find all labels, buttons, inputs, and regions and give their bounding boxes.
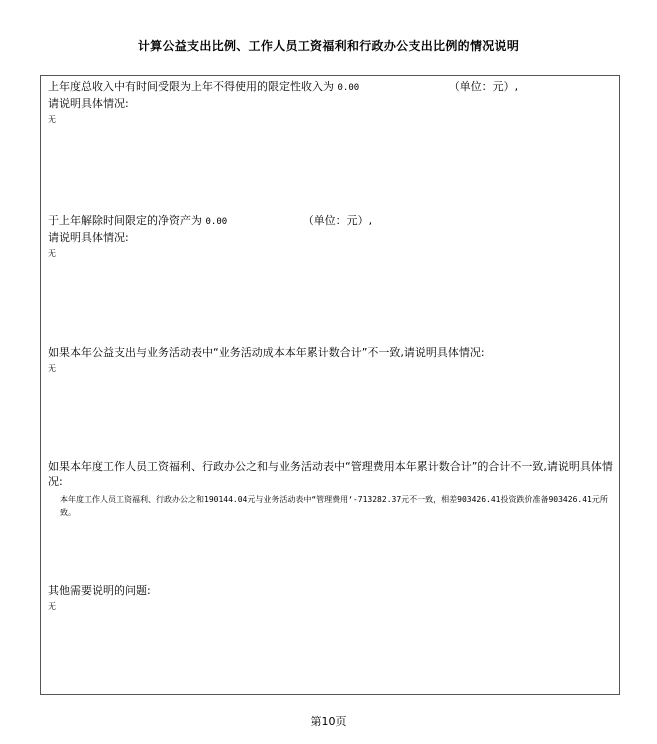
page-title: 计算公益支出比例、工作人员工资福利和行政办公支出比例的情况说明 (137, 39, 520, 53)
released-assets-answer: 无 (48, 249, 56, 258)
explanation-form (40, 75, 620, 695)
staff-admin-question: 如果本年度工作人员工资福利、行政办公之和与业务活动表中“管理费用本年累计数合计”的合计不一致,请说明具体情况: (48, 460, 613, 488)
restricted-income-section (48, 79, 613, 126)
restricted-income-answer: 无 (48, 115, 56, 124)
other-answer: 无 (48, 602, 56, 611)
staff-admin-answer: 本年度工作人员工资福利、行政办公之和190144.04元与业务活动表中“管理费用‘-713282.37元不一致，相差903426.41投资跌价准备903426.41元所致。 (60, 495, 608, 517)
page-number: 第10页 (310, 715, 347, 728)
released-assets-label: 于上年解除时间限定的净资产为 (48, 214, 202, 227)
released-assets-value: 0.00 (205, 217, 228, 227)
other-question: 其他需要说明的问题: (48, 584, 151, 597)
staff-admin-section (48, 459, 613, 519)
released-assets-prompt: 请说明具体情况: (48, 231, 129, 244)
restricted-income-unit: （单位：元）, (448, 80, 519, 93)
restricted-income-value: 0.00 (337, 83, 360, 93)
other-section (48, 583, 613, 613)
released-assets-unit: （单位：元）, (302, 214, 373, 227)
restricted-income-prompt: 请说明具体情况: (48, 97, 129, 110)
released-assets-section (48, 213, 613, 260)
restricted-income-label: 上年度总收入中有时间受限为上年不得使用的限定性收入为 (48, 80, 334, 93)
public-welfare-answer: 无 (48, 364, 56, 373)
public-welfare-section (48, 345, 613, 375)
public-welfare-question: 如果本年公益支出与业务活动表中“业务活动成本本年累计数合计”不一致,请说明具体情况: (48, 346, 485, 359)
